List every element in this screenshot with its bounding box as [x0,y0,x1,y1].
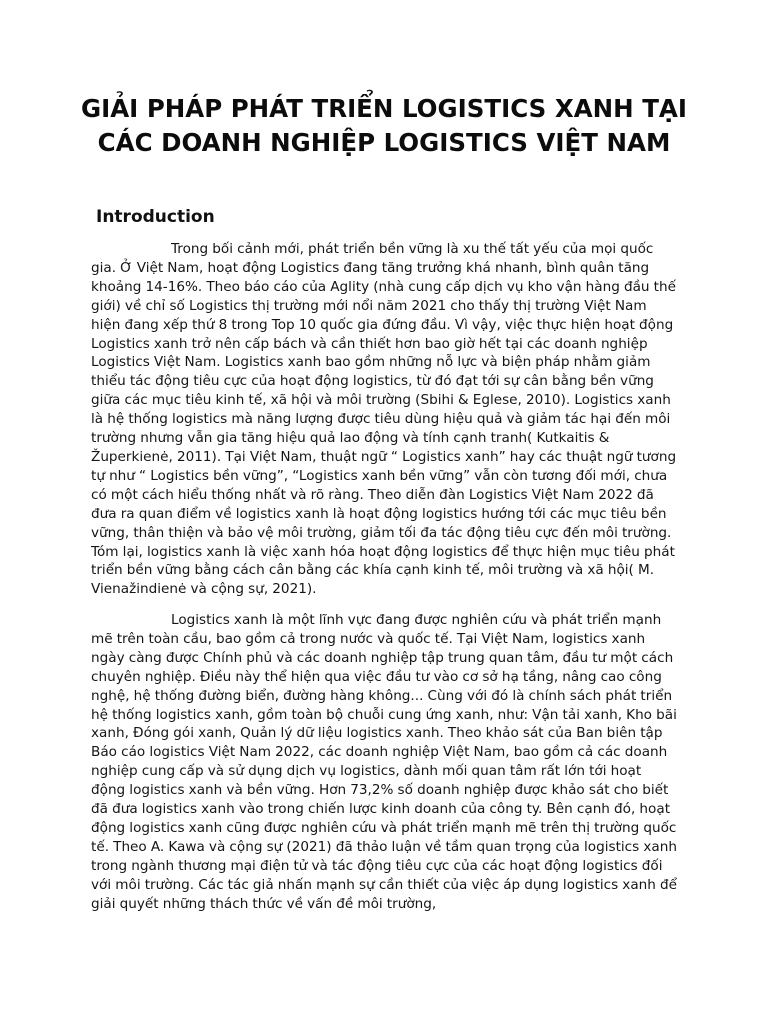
section-heading-introduction: Introduction [96,207,215,227]
body-paragraph: Logistics xanh là một lĩnh vực đang được nghiên cứu và phát triển mạnh mẽ trên toàn cầu, bao gồm cả trong nước và quốc tế. Tại Việt Nam, logistics xanh ngày càng được Chính phủ và các doanh nghiệp tập trung quan tâm, đầu tư một cách chuyên nghiệp. Điều này thể hiện qua việc đầu tư vào cơ sở hạ tầng, nâng cao công nghệ, hệ thống đường biển, đường hàng không... Cùng với đó là chính sách phát triển hệ thống logistics xanh, gồm toàn bộ chuỗi cung ứng xanh, như: Vận tải xanh, Kho bãi xanh, Đóng gói xanh, Quản lý dữ liệu logistics xanh. Theo khảo sát của Ban biên tập Báo cáo logistics Việt Nam 2022, các doanh nghiệp Việt Nam, bao gồm cả các doanh nghiệp cung cấp và sử dụng dịch vụ logistics, dành mối quan tâm rất lớn tới hoạt động logistics xanh và bền vững. Hơn 73,2% số doanh nghiệp được khảo sát cho biết đã đưa logistics xanh vào trong chiến lược kinh doanh của công ty. Bên cạnh đó, hoạt động logistics xanh cũng được nghiên cứu và phát triển mạnh mẽ trên thị trường quốc tế. Theo A. Kawa và cộng sự (2021) đã thảo luận về tầm quan trọng của logistics xanh trong ngành thương mại điện tử và tác động tiêu cực của các hoạt động logistics đối với môi trường. Các tác giả nhấn mạnh sự cần thiết của việc áp dụng logistics xanh để giải quyết những thách thức về vấn đề môi trường, [91,612,677,912]
body-paragraph: Trong bối cảnh mới, phát triển bền vững là xu thế tất yếu của mọi quốc gia. Ở Việt Nam, hoạt động Logistics đang tăng trưởng khá nhanh, bình quân tăng khoảng 14-16%. Theo báo cáo của Aglity (nhà cung cấp dịch vụ kho vận hàng đầu thế giới) về chỉ số Logistics thị trường mới nổi năm 2021 cho thấy thị trường Việt Nam hiện đang xếp thứ 8 trong Top 10 quốc gia đứng đầu. Vì vậy, việc thực hiện hoạt động Logistics xanh trở nên cấp bách và cần thiết hơn bao giờ hết tại các doanh nghiệp Logistics Việt Nam. Logistics xanh bao gồm những nỗ lực và biện pháp nhằm giảm thiểu tác động tiêu cực của hoạt động logistics, từ đó đạt tới sự cân bằng bền vững giữa các mục tiêu kinh tế, xã hội và môi trường (Sbihi & Eglese, 2010). Logistics xanh là hệ thống logistics mà năng lượng được tiêu dùng hiệu quả và giảm tác hại đến môi trường nhưng vẫn gia tăng hiệu quả lao động và tính cạnh tranh( Kutkaitis & Župerkienė, 2011). Tại Việt Nam, thuật ngữ “ Logistics xanh” hay các thuật ngữ tương tự như “ Logistics bền vững”, “Logistics xanh bền vững” vẫn còn tương đối mới, chưa có một cách hiểu thống nhất và rõ ràng. Theo diễn đàn Logistics Việt Nam 2022 đã đưa ra quan điểm về logistics xanh là hoạt động logistics hướng tới các mục tiêu bền vững, thân thiện và bảo vệ môi trường, giảm tối đa tác động tiêu cực đến môi trường. Tóm lại, logistics xanh là việc xanh hóa hoạt động logistics để thực hiện mục tiêu phát triển bền vững bằng cách cân bằng các khía cạnh kinh tế, môi trường và xã hội( M. Vienažindienė và cộng sự, 2021). [91,241,677,598]
document-title: GIẢI PHÁP PHÁT TRIỂN LOGISTICS XANH TẠI CÁC DOANH NGHIỆP LOGISTICS VIỆT NAM [80,94,688,157]
